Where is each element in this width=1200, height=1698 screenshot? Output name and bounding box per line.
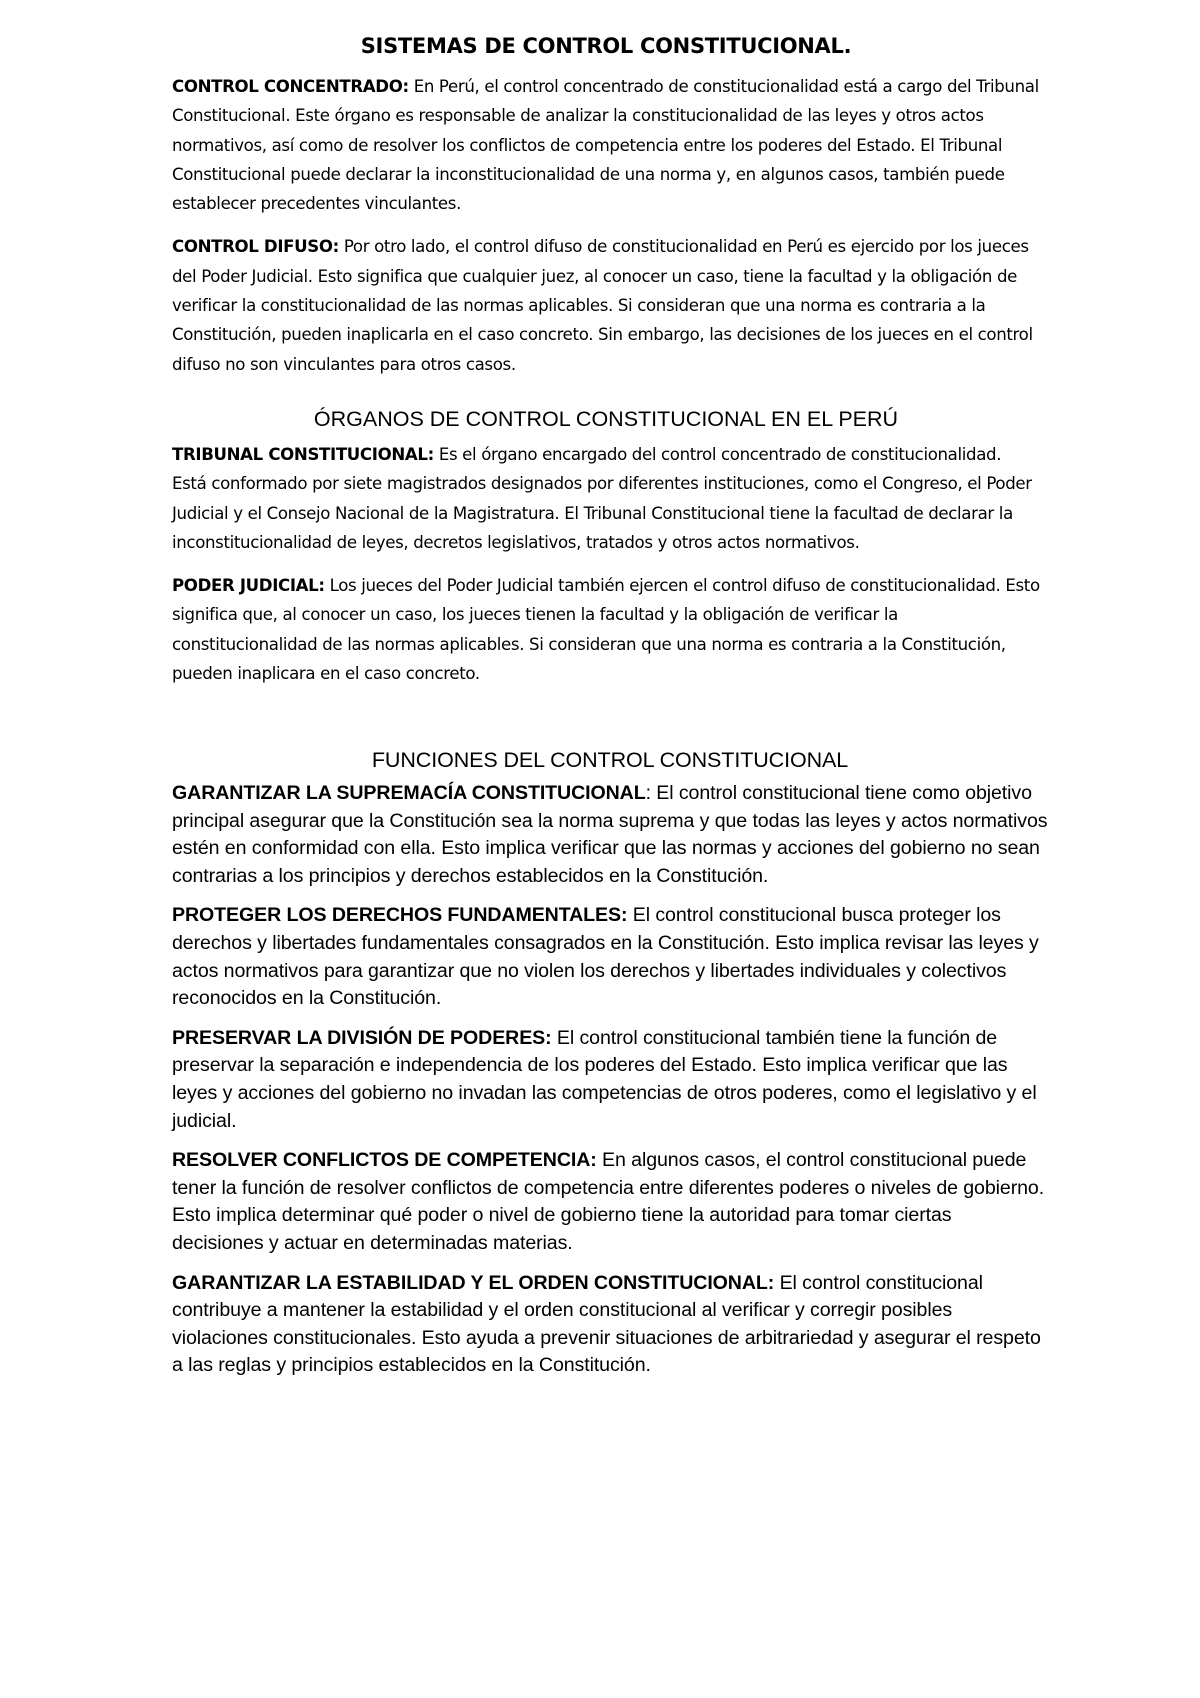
paragraph-lead: CONTROL CONCENTRADO: <box>172 77 409 96</box>
paragraph-lead: RESOLVER CONFLICTOS DE COMPETENCIA: <box>172 1149 597 1172</box>
paragraph-lead: PODER JUDICIAL: <box>172 576 325 596</box>
paragraph-control-concentrado <box>172 72 1040 218</box>
paragraph-control-difuso <box>172 232 1040 378</box>
paragraph-lead: PROTEGER LOS DERECHOS FUNDAMENTALES: <box>172 904 628 927</box>
paragraph-text: Es el órgano encargado del control concentrado de constitucionalidad. Está conformado por siete magistrados designados por diferentes instituciones, como el Congreso, el Poder Judicial y el Consejo Nacional de la Magistratura. El Tribunal Constitucional tiene la facultad de declarar la inconstitucionalidad de leyes, decretos legislativos, tratados y otros actos normativos. <box>172 445 1032 552</box>
paragraph-text: En Perú, el control concentrado de constitucionalidad está a cargo del Tribunal Constitucional. Este órgano es responsable de analizar la constitucionalidad de las leyes y otros actos normativos, así como de resolver los conflictos de competencia entre los poderes del Estado. El Tribunal Constitucional puede declarar la inconstitucionalidad de una norma y, en algunos casos, también puede establecer precedentes vinculantes. <box>172 77 1039 214</box>
paragraph-text: El control constitucional contribuye a mantener la estabilidad y el orden constitucional al verificar y corregir posibles violaciones constitucionales. Esto ayuda a prevenir situaciones de arbitrariedad y asegurar el respeto a las reglas y principios establecidos en la Constitución. <box>172 1271 1041 1377</box>
paragraph-poder-judicial <box>172 571 1040 688</box>
paragraph-derechos-fundamentales <box>172 902 1048 1012</box>
section-heading-organos: ÓRGANOS DE CONTROL CONSTITUCIONAL EN EL PERÚ <box>313 407 899 431</box>
paragraph-text: : El control constitucional tiene como objetivo principal asegurar que la Constitución sea la norma suprema y que todas las leyes y actos normativos estén en conformidad con ella. Esto implica verificar que las normas y acciones del gobierno no sean contrarias a los principios y derechos establecidos en la Constitución. <box>172 782 1048 887</box>
paragraph-text: Por otro lado, el control difuso de constitucionalidad en Perú es ejercido por los jueces del Poder Judicial. Esto significa que cualquier juez, al conocer un caso, tiene la facultad y la obligación de verificar la constitucionalidad de las normas aplicables. Si consideran que una norma es contraria a la Constitución, pueden inaplicarla en el caso concreto. Sin embargo, las decisiones de los jueces en el control difuso no son vinculantes para otros casos. <box>172 237 1033 374</box>
paragraph-conflictos-competencia <box>172 1147 1048 1257</box>
paragraph-lead: GARANTIZAR LA ESTABILIDAD Y EL ORDEN CONSTITUCIONAL: <box>172 1271 775 1294</box>
section-organos <box>172 404 1040 702</box>
paragraph-text: En algunos casos, el control constitucional puede tener la función de resolver conflictos de competencia entre diferentes poderes o niveles de gobierno. Esto implica determinar qué poder o nivel de gobierno tiene la autoridad para tomar ciertas decisiones y actuar en determinadas materias. <box>172 1149 1045 1254</box>
section-heading-funciones: FUNCIONES DEL CONTROL CONSTITUCIONAL <box>371 748 849 772</box>
section-funciones <box>172 745 1048 1392</box>
paragraph-tribunal-constitucional <box>172 440 1040 557</box>
paragraph-division-poderes <box>172 1025 1048 1135</box>
paragraph-lead: GARANTIZAR LA SUPREMACÍA CONSTITUCIONAL <box>172 782 646 804</box>
paragraph-text: El control constitucional busca proteger los derechos y libertades fundamentales consagrados en la Constitución. Esto implica revisar las leyes y actos normativos para garantizar que no violen los derechos y libertades individuales y colectivos reconocidos en la Constitución. <box>172 904 1039 1010</box>
document-title: SISTEMAS DE CONTROL CONSTITUCIONAL. <box>360 34 852 58</box>
paragraph-text: Los jueces del Poder Judicial también ejercen el control difuso de constitucionalidad. Esto significa que, al conocer un caso, los jueces tienen la facultad y la obligación de verificar la constitucionalidad de las normas aplicables. Si consideran que una norma es contraria a la Constitución, pueden inaplicara en el caso concreto. <box>172 576 1040 684</box>
paragraph-lead: PRESERVAR LA DIVISIÓN DE PODERES: <box>172 1026 552 1049</box>
section-sistemas <box>172 30 1040 393</box>
paragraph-estabilidad-orden <box>172 1270 1048 1380</box>
paragraph-text: El control constitucional también tiene la función de preservar la separación e independencia de los poderes del Estado. Esto implica verificar que las leyes y acciones del gobierno no invadan las competencias de otros poderes, como el legislativo y el judicial. <box>172 1026 1037 1132</box>
paragraph-lead: CONTROL DIFUSO: <box>172 237 339 257</box>
paragraph-lead: TRIBUNAL CONSTITUCIONAL: <box>172 445 434 464</box>
paragraph-supremacia <box>172 780 1048 890</box>
